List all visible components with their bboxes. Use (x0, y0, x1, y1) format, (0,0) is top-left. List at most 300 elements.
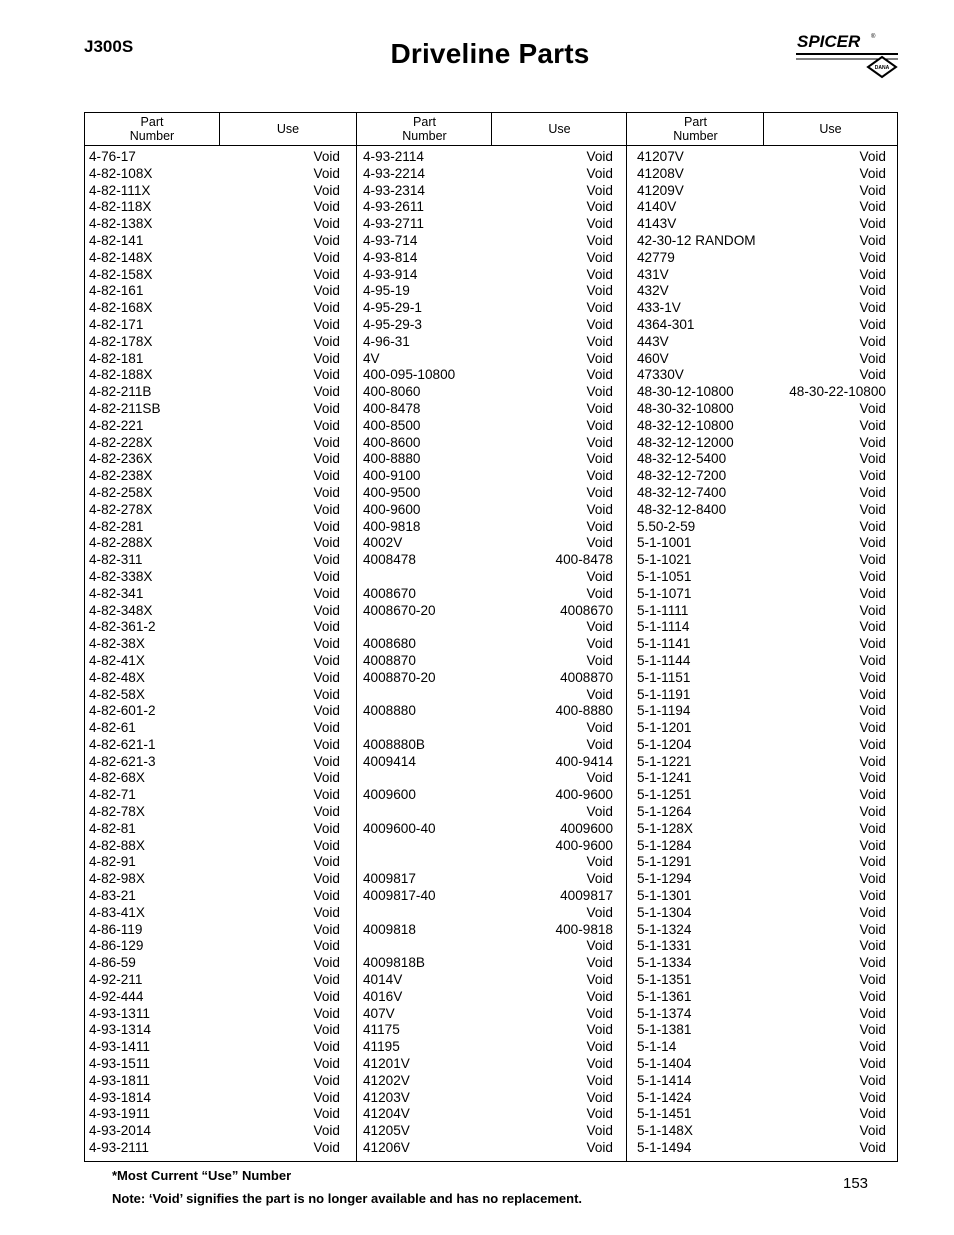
use-value: Void (859, 871, 886, 887)
column-divider (763, 113, 764, 145)
part-number: 5-1-1021 (637, 552, 692, 568)
part-number: 4-82-108X (89, 165, 153, 181)
use-value: Void (859, 1089, 886, 1105)
table-row (89, 1039, 340, 1056)
part-number: 400-8880 (363, 451, 421, 467)
use-value: Void (859, 703, 886, 719)
part-number: 4008870 (363, 652, 416, 668)
part-number: 400-8500 (363, 417, 421, 433)
part-number: 4014V (363, 972, 403, 988)
use-value: Void (586, 568, 613, 584)
table-row (637, 233, 886, 250)
part-number: 4-82-58X (89, 686, 145, 702)
table-row (637, 1056, 886, 1073)
table-row (363, 283, 613, 300)
table-row (89, 922, 340, 939)
table-row (89, 1006, 340, 1023)
part-number: 400-9818 (363, 518, 421, 534)
table-row (89, 418, 340, 435)
table-row (89, 871, 340, 888)
part-number: 5-1-1194 (637, 703, 691, 719)
use-value: Void (859, 552, 886, 568)
part-number: 41203V (363, 1089, 410, 1105)
part-number: 4-82-178X (89, 333, 153, 349)
part-number: 4143V (637, 216, 677, 232)
table-row (637, 687, 886, 704)
use-value: Void (313, 1123, 340, 1139)
table-row (89, 166, 340, 183)
part-number: 4-86-129 (89, 938, 144, 954)
part-number: 4-82-78X (89, 804, 145, 820)
part-number: 5-1-1414 (637, 1072, 692, 1088)
brand-wordmark: SPICER (797, 32, 861, 51)
use-value: Void (859, 1005, 886, 1021)
use-value: Void (586, 1005, 613, 1021)
use-value: Void (859, 619, 886, 635)
part-number: 41205V (363, 1123, 410, 1139)
part-number: 4-93-2114 (363, 149, 424, 164)
use-value: Void (586, 232, 613, 248)
use-value: 400-8880 (555, 703, 613, 719)
use-value: Void (313, 686, 340, 702)
table-row (363, 199, 613, 216)
table-row (637, 283, 886, 300)
use-value: Void (313, 283, 340, 299)
use-value: Void (586, 400, 613, 416)
table-row (363, 838, 613, 855)
use-value: Void (859, 1106, 886, 1122)
part-number: 4-93-2214 (363, 165, 425, 181)
use-value: Void (859, 820, 886, 836)
part-number: 4-82-68X (89, 770, 145, 786)
part-number: 5-1-1304 (637, 904, 692, 920)
table-row (363, 754, 613, 771)
use-value: Void (586, 1072, 613, 1088)
use-value: Void (859, 1140, 886, 1156)
table-row (363, 552, 613, 569)
part-number: 400-8478 (363, 400, 421, 416)
use-value: Void (859, 720, 886, 736)
use-value: Void (859, 232, 886, 248)
table-row (89, 653, 340, 670)
table-row (637, 435, 886, 452)
part-number: 5-1-1114 (637, 619, 690, 635)
table-row (89, 586, 340, 603)
use-value: Void (313, 619, 340, 635)
use-value: Void (313, 249, 340, 265)
part-number: 4-82-311 (89, 552, 143, 568)
use-value: Void (586, 904, 613, 920)
part-number: 4009600 (363, 787, 416, 803)
table-row (363, 972, 613, 989)
use-value: Void (313, 518, 340, 534)
table-row (363, 619, 613, 636)
part-number: 4-82-48X (89, 669, 145, 685)
table-row (89, 687, 340, 704)
table-row (89, 770, 340, 787)
footnote-void-note: Note: ‘Void’ signifies the part is no longer available and has no replacement. (112, 1191, 583, 1206)
table-row (89, 569, 340, 586)
part-number: 4-82-621-3 (89, 753, 156, 769)
part-number: 4-93-1311 (89, 1005, 150, 1021)
table-row (363, 687, 613, 704)
table-row (89, 603, 340, 620)
use-value: Void (859, 652, 886, 668)
table-row (363, 1022, 613, 1039)
table-row (637, 300, 886, 317)
part-number: 5-1-148X (637, 1123, 693, 1139)
part-number: 4008880 (363, 703, 416, 719)
use-value: Void (586, 955, 613, 971)
use-value: Void (859, 988, 886, 1004)
part-number: 42-30-12 RANDOM (637, 232, 756, 248)
table-row (89, 1106, 340, 1123)
use-value: Void (313, 921, 340, 937)
use-value: Void (313, 451, 340, 467)
use-value: Void (586, 1123, 613, 1139)
table-row (363, 485, 613, 502)
part-number: 41206V (363, 1140, 410, 1156)
part-number: 48-32-12-7200 (637, 468, 727, 484)
part-number: 4-82-71 (89, 787, 136, 803)
table-row (363, 384, 613, 401)
header-text: Use (276, 122, 300, 136)
use-value: Void (313, 1005, 340, 1021)
use-value: 400-9600 (555, 787, 613, 803)
header-text: Number (402, 129, 447, 143)
table-row (363, 720, 613, 737)
use-value: 4008870 (560, 669, 613, 685)
use-value: 4009817 (560, 888, 613, 904)
part-number: 4-93-1314 (89, 1022, 151, 1038)
part-number: 41207V (637, 149, 684, 164)
part-number: 5-1-1051 (637, 568, 692, 584)
part-number: 4-82-161 (89, 283, 144, 299)
part-number: 4009817-40 (363, 888, 436, 904)
table-row (363, 435, 613, 452)
use-value: Void (859, 300, 886, 316)
table-row (637, 451, 886, 468)
part-number: 41209V (637, 182, 684, 198)
table-row (637, 317, 886, 334)
table-row (89, 451, 340, 468)
part-number: 4-76-17 (89, 149, 136, 164)
use-value: Void (586, 165, 613, 181)
table-row (89, 1123, 340, 1140)
dana-wordmark: DANA (874, 65, 890, 71)
part-number: 400-9600 (363, 501, 421, 517)
part-number: 47330V (637, 367, 684, 383)
part-number: 4-82-41X (89, 652, 145, 668)
table-row (363, 1140, 613, 1157)
use-value: Void (859, 787, 886, 803)
part-number: 4-82-171 (89, 316, 144, 332)
use-value: Void (313, 787, 340, 803)
table-row (637, 838, 886, 855)
use-value: Void (313, 871, 340, 887)
table-row (363, 770, 613, 787)
use-value: 400-8478 (555, 552, 613, 568)
table-row (89, 1140, 340, 1157)
use-value: Void (313, 1089, 340, 1105)
use-value: Void (859, 854, 886, 870)
part-number: 5.50-2-59 (637, 518, 696, 534)
table-row (89, 502, 340, 519)
use-value: Void (586, 367, 613, 383)
part-number: 4-82-148X (89, 249, 153, 265)
use-value: Void (313, 753, 340, 769)
use-value: Void (586, 417, 613, 433)
use-value: Void (586, 770, 613, 786)
part-number: 5-1-1291 (637, 854, 692, 870)
table-row (89, 670, 340, 687)
use-value: Void (859, 451, 886, 467)
part-number: 5-1-14 (637, 1039, 677, 1055)
header-use-3 (764, 113, 897, 145)
use-value: Void (859, 770, 886, 786)
header-text: Number (673, 129, 718, 143)
part-number: 4-82-88X (89, 837, 145, 853)
use-value: Void (586, 468, 613, 484)
part-number: 5-1-1284 (637, 837, 692, 853)
part-number: 48-32-12-7400 (637, 484, 727, 500)
table-row (363, 535, 613, 552)
use-value: Void (859, 753, 886, 769)
use-value: Void (313, 367, 340, 383)
use-value: Void (859, 938, 886, 954)
part-number: 4V (363, 350, 380, 366)
use-value: Void (859, 249, 886, 265)
use-value: Void (313, 199, 340, 215)
use-value: Void (586, 988, 613, 1004)
use-value: 400-9600 (555, 837, 613, 853)
part-number: 4-82-281 (89, 518, 144, 534)
table-row (637, 703, 886, 720)
part-number: 4-82-348X (89, 602, 153, 618)
use-value: Void (313, 300, 340, 316)
use-value: Void (859, 501, 886, 517)
use-value: Void (586, 736, 613, 752)
use-value: Void (586, 216, 613, 232)
table-row (637, 1022, 886, 1039)
use-value: Void (859, 669, 886, 685)
table-row (363, 938, 613, 955)
part-number: 5-1-1301 (637, 888, 692, 904)
table-row (637, 216, 886, 233)
use-value: Void (859, 1123, 886, 1139)
use-value: 4008670 (560, 602, 613, 618)
header-text: Part (140, 115, 164, 129)
part-number: 5-1-1201 (637, 720, 692, 736)
table-row (89, 300, 340, 317)
part-number: 4-93-814 (363, 249, 418, 265)
table-row (89, 519, 340, 536)
table-row (363, 586, 613, 603)
use-value: Void (313, 182, 340, 198)
table-row (363, 216, 613, 233)
column-divider (626, 113, 627, 1161)
use-value: Void (586, 182, 613, 198)
use-value: Void (859, 921, 886, 937)
use-value: Void (313, 854, 340, 870)
use-value: Void (313, 904, 340, 920)
table-row (637, 1106, 886, 1123)
use-value: Void (313, 316, 340, 332)
table-row (89, 233, 340, 250)
table-row (89, 754, 340, 771)
use-value: Void (313, 434, 340, 450)
table-row (363, 737, 613, 754)
use-value: Void (313, 804, 340, 820)
part-number: 4-82-38X (89, 636, 145, 652)
table-row (363, 636, 613, 653)
table-row (363, 1123, 613, 1140)
table-row (637, 787, 886, 804)
use-value: Void (859, 636, 886, 652)
part-number: 4008478 (363, 552, 416, 568)
table-row (89, 334, 340, 351)
part-number: 400-8600 (363, 434, 421, 450)
table-row (363, 300, 613, 317)
use-value: Void (586, 501, 613, 517)
use-value: Void (859, 955, 886, 971)
use-value: Void (586, 451, 613, 467)
part-number: 4-83-41X (89, 904, 145, 920)
part-number: 4-82-138X (89, 216, 153, 232)
part-number: 4-93-1411 (89, 1039, 150, 1055)
table-row (637, 183, 886, 200)
table-row (363, 468, 613, 485)
header-use-1 (219, 113, 357, 145)
use-value: Void (313, 501, 340, 517)
part-number: 4-93-1814 (89, 1089, 151, 1105)
part-number: 4-82-81 (89, 820, 136, 836)
use-value: Void (313, 1106, 340, 1122)
part-number: 4-86-59 (89, 955, 136, 971)
table-row (637, 737, 886, 754)
use-value: Void (313, 669, 340, 685)
use-value: Void (859, 468, 886, 484)
use-value: Void (586, 199, 613, 215)
part-number: 5-1-1111 (637, 602, 689, 618)
use-value: Void (313, 636, 340, 652)
table-row (89, 821, 340, 838)
part-number: 400-9500 (363, 484, 421, 500)
part-number: 4-82-98X (89, 871, 145, 887)
use-value: Void (586, 619, 613, 635)
part-number: 4-93-2111 (89, 1140, 149, 1156)
parts-column-2 (363, 149, 613, 1157)
part-number: 41208V (637, 165, 684, 181)
part-number: 4009817 (363, 871, 416, 887)
table-row (89, 787, 340, 804)
table-row (363, 569, 613, 586)
table-row (637, 334, 886, 351)
table-row (637, 351, 886, 368)
part-number: 42779 (637, 249, 675, 265)
table-row (363, 418, 613, 435)
footnote-most-current: *Most Current “Use” Number (112, 1168, 292, 1183)
table-row (89, 216, 340, 233)
table-row (89, 955, 340, 972)
part-number: 4-82-338X (89, 568, 153, 584)
use-value: Void (586, 283, 613, 299)
part-number: 4140V (637, 199, 677, 215)
use-value: Void (859, 165, 886, 181)
part-number: 433-1V (637, 300, 681, 316)
use-value: Void (586, 804, 613, 820)
part-number: 5-1-1071 (637, 585, 692, 601)
use-value: Void (859, 182, 886, 198)
use-value: Void (859, 1022, 886, 1038)
part-number: 41195 (363, 1039, 400, 1055)
table-row (89, 183, 340, 200)
table-row (363, 955, 613, 972)
part-number: 4-82-601-2 (89, 703, 156, 719)
table-row (637, 972, 886, 989)
table-row (363, 1106, 613, 1123)
part-number: 4016V (363, 988, 403, 1004)
part-number: 4-82-61 (89, 720, 136, 736)
use-value: Void (313, 652, 340, 668)
part-number: 5-1-1374 (637, 1005, 692, 1021)
table-row (637, 854, 886, 871)
table-row (89, 1056, 340, 1073)
table-row (363, 451, 613, 468)
part-number: 4-93-714 (363, 232, 418, 248)
use-value: Void (313, 837, 340, 853)
table-row (89, 199, 340, 216)
use-value: Void (859, 350, 886, 366)
table-row (89, 552, 340, 569)
table-row (363, 603, 613, 620)
use-value: Void (586, 854, 613, 870)
use-value: Void (586, 871, 613, 887)
table-row (637, 804, 886, 821)
header-text: Part (684, 115, 707, 129)
table-row (637, 586, 886, 603)
header-text: Number (129, 129, 175, 143)
parts-column-3 (637, 149, 886, 1157)
table-row (637, 569, 886, 586)
table-row (363, 502, 613, 519)
table-row (637, 519, 886, 536)
table-row (637, 938, 886, 955)
table-row (363, 367, 613, 384)
table-row (89, 1090, 340, 1107)
table-row (363, 267, 613, 284)
table-row (363, 166, 613, 183)
use-value: Void (859, 972, 886, 988)
table-row (637, 535, 886, 552)
part-number: 4008670 (363, 585, 416, 601)
part-number: 5-1-1001 (637, 535, 692, 551)
use-value: Void (859, 736, 886, 752)
part-number: 5-1-1151 (637, 669, 691, 685)
table-row (363, 787, 613, 804)
part-number: 4-93-1911 (89, 1106, 150, 1122)
table-row (363, 149, 613, 166)
use-value: Void (859, 333, 886, 349)
use-value: 48-30-22-10800 (789, 384, 886, 400)
table-row (637, 619, 886, 636)
table-row (363, 1006, 613, 1023)
table-row (89, 972, 340, 989)
table-row (89, 703, 340, 720)
use-value: Void (586, 1106, 613, 1122)
table-row (637, 468, 886, 485)
part-number: 5-1-1361 (637, 988, 692, 1004)
